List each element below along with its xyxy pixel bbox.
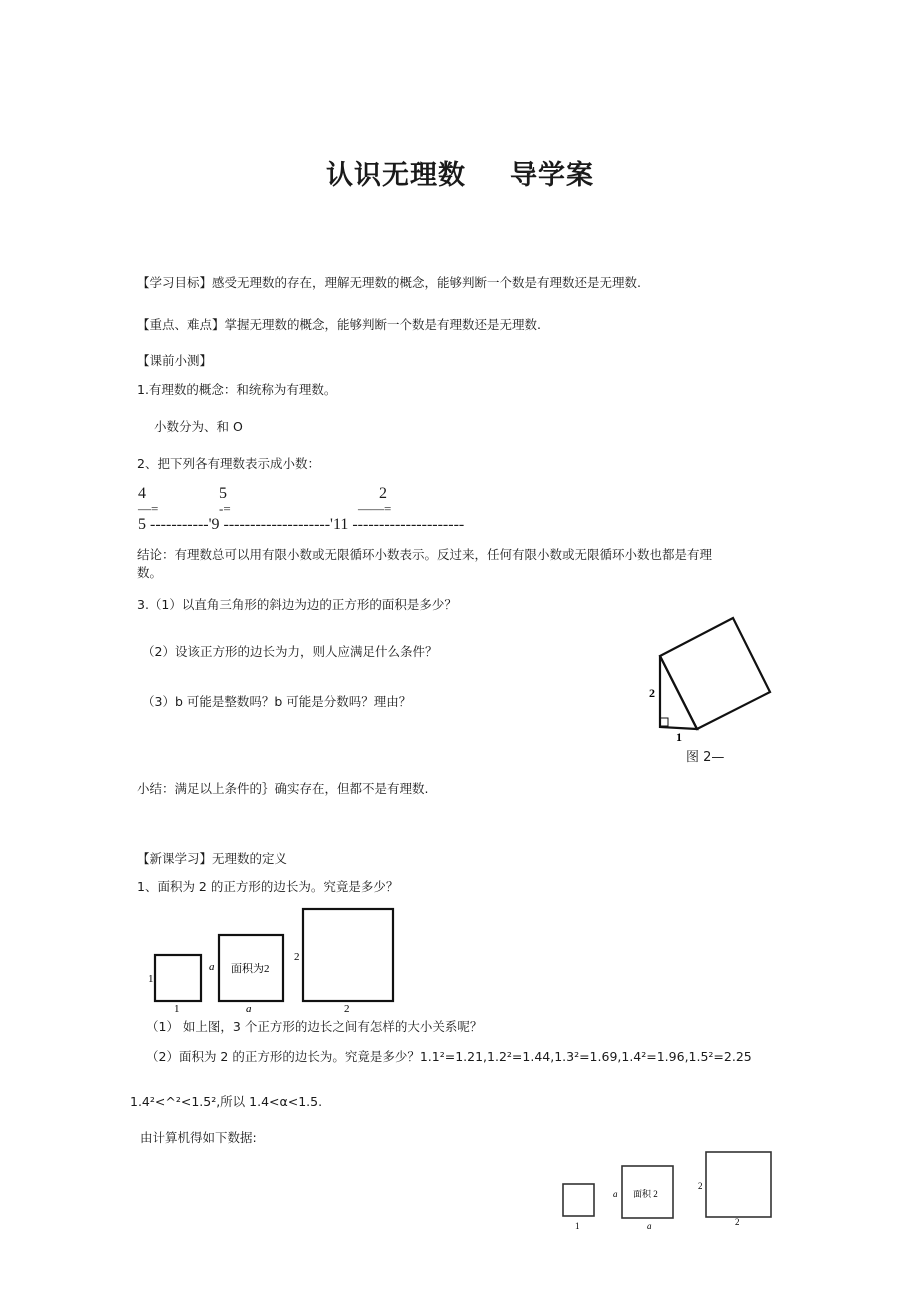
- sub-question-2-text: （2）面积为 2 的正方形的边长为。究竟是多少？: [146, 1049, 420, 1064]
- learning-objectives: 【学习目标】感受无理数的存在，理解无理数的概念，能够判断一个数是有理数还是无理数.: [137, 275, 641, 290]
- area-2-square-side-label: a: [613, 1189, 618, 1199]
- squares-calculation: 1.1²=1.21,1.2²=1.44,1.3²=1.69,1.4²=1.96,1.5²=2.25: [419, 1049, 752, 1064]
- key-points: 【重点、难点】掌握无理数的概念，能够判断一个数是有理数还是无理数.: [137, 317, 541, 332]
- side-2-square-side-label: 2: [698, 1181, 703, 1191]
- fraction-1-numerator: 4: [138, 485, 146, 502]
- square-side-1: [155, 955, 201, 1001]
- square-side-2: [303, 909, 393, 1001]
- hypotenuse-square: [660, 618, 770, 729]
- three-squares-figure: [140, 900, 420, 1016]
- side-2-square-bottom-label: 2: [735, 1217, 740, 1227]
- side-2-square: [706, 1152, 771, 1217]
- fraction-1-equals: —=: [138, 501, 159, 516]
- new-lesson-heading: 【新课学习】无理数的定义: [137, 851, 288, 866]
- title-part-1: 认识无理数: [326, 160, 466, 191]
- sub-question-2: [146, 1049, 752, 1065]
- square-1-side-label: 1: [148, 973, 154, 985]
- question-3-1: 3.（1）以直角三角形的斜边为边的正方形的面积是多少？: [137, 597, 457, 612]
- page-title: [0, 153, 920, 192]
- triangle-square-figure: [645, 612, 780, 742]
- sub-question-1: （1） 如上图，3 个正方形的边长之间有怎样的大小关系呢？: [146, 1019, 483, 1034]
- fraction-3-equals: ——=: [358, 501, 392, 516]
- triangle-leg-label-1: 1: [676, 730, 682, 742]
- new-lesson-item-1: 1、面积为 2 的正方形的边长为。究竟是多少？: [137, 879, 399, 894]
- question-2: 2、把下列各有理数表示成小数：: [137, 456, 320, 471]
- small-square: [563, 1184, 594, 1216]
- question-1b: 小数分为、和 O: [154, 419, 243, 434]
- square-3-bottom-label: 2: [344, 1003, 350, 1015]
- question-3-2: （2）设该正方形的边长为力，则人应满足什么条件？: [142, 644, 438, 659]
- figure-caption: 图 2—: [686, 750, 725, 765]
- inequality-line: 1.4²<^²<1.5²,所以 1.4<α<1.5.: [130, 1094, 323, 1109]
- computer-data-intro: 由计算机得如下数据:: [140, 1130, 257, 1145]
- title-part-2: 导学案: [510, 160, 594, 191]
- conclusion-line-1: 结论：有理数总可以用有限小数或无限循环小数表示。反过来，任何有限小数或无限循环小数也都是有理: [137, 547, 713, 562]
- fraction-denominator-line: 5 -----------'9 --------------------'11 ---------------------: [138, 516, 465, 533]
- area-2-square-bottom-label: a: [647, 1221, 652, 1231]
- square-2-side-label: a: [209, 961, 215, 973]
- square-2-area-text: 面积为2: [231, 963, 270, 975]
- right-angle-mark: [660, 718, 668, 726]
- three-squares-figure-2: [555, 1145, 785, 1235]
- pretest-heading: 【课前小测】: [137, 353, 213, 368]
- fraction-3-numerator: 2: [379, 485, 387, 502]
- summary: 小结：满足以上条件的｝确实存在，但都不是有理数.: [137, 781, 429, 796]
- triangle-leg-label-2: 2: [649, 686, 655, 700]
- fraction-2-equals: -=: [219, 501, 231, 516]
- conclusion-line-2: 数。: [137, 565, 163, 580]
- square-2-bottom-label: a: [246, 1003, 252, 1015]
- question-1: 1.有理数的概念：和统称为有理数。: [137, 382, 337, 397]
- question-3-3: （3）b 可能是整数吗？b 可能是分数吗？理由？: [142, 694, 412, 709]
- square-1-bottom-label: 1: [174, 1003, 180, 1015]
- area-2-square-text: 面积 2: [633, 1189, 658, 1199]
- square-3-side-label: 2: [294, 951, 300, 963]
- small-square-bottom-label: 1: [575, 1221, 580, 1231]
- fraction-2-numerator: 5: [219, 485, 227, 502]
